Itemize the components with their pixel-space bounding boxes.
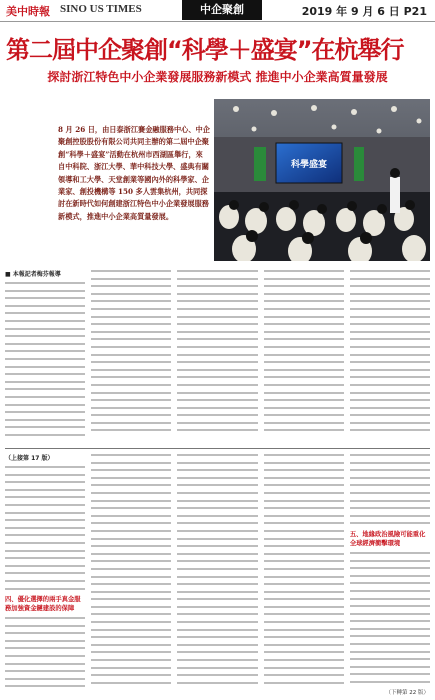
publication-name: SINO US TIMES <box>60 3 142 15</box>
column-5 <box>350 454 430 690</box>
event-photo-image <box>214 99 430 261</box>
text-lines <box>177 270 257 431</box>
text-lines <box>177 454 257 684</box>
masthead <box>0 0 435 22</box>
publication-logo: 美中時報 <box>6 5 50 18</box>
lead-paragraph <box>58 124 210 274</box>
column-3 <box>177 270 257 440</box>
text-lines <box>91 454 171 684</box>
section-4-title: 四、優化選擇的兩手真金服務加強資金鏈建設的保障 <box>5 596 81 613</box>
column-4 <box>264 270 344 440</box>
headline: 第二屆中企聚創“科學＋盛宴”在杭舉行 <box>6 36 404 64</box>
text-lines <box>350 454 430 524</box>
lead-text: 8 月 26 日，由日泰浙江賽金融服務中心、中企聚創控股股份有限公司共同主辦的第二屆中企聚創“科學＋盛宴”活動在杭州市西湖區舉行，來自中科院、浙江大學、華中科技大學、盛典有關領導和工大學、天堂創業等國內外的科學家、企業家、創投機構等 150 多人雲集杭州，共同探討在新時代如何創建浙江特色中小企業發展服務新模式，推進中小企業高質量發展。 <box>58 125 210 221</box>
continued-label: （上接第 17 版） <box>5 455 54 462</box>
text-lines <box>5 282 85 436</box>
text-lines <box>5 466 85 590</box>
column-2 <box>91 270 171 440</box>
subheadline: 探討浙江特色中小企業發展服務新模式 推進中小企業高質量發展 <box>47 70 388 84</box>
continued-footer: （下轉第 22 版） <box>385 690 429 696</box>
column-1 <box>5 270 85 440</box>
section-5-title: 五、地緣政治風險可能重化全球經濟衝擊環境 <box>349 530 426 547</box>
dateline: 2019 年 9 月 6 日 P21 <box>301 5 427 18</box>
text-lines <box>264 270 344 431</box>
column-5 <box>350 270 430 440</box>
byline: ■ 本報記者梅芬報導 <box>5 271 61 278</box>
lower-columns <box>5 454 430 690</box>
text-lines <box>350 552 430 683</box>
section-tab: 中企聚創 <box>182 0 262 20</box>
column-1 <box>5 454 85 690</box>
text-lines <box>264 454 344 684</box>
column-3 <box>177 454 257 690</box>
text-lines <box>5 617 85 687</box>
text-lines <box>350 270 430 431</box>
column-4 <box>264 454 344 690</box>
text-lines <box>91 270 171 431</box>
column-2 <box>91 454 171 690</box>
section-divider <box>5 448 430 449</box>
screen-text: 科學盛宴 <box>290 160 328 170</box>
event-photo <box>214 99 430 261</box>
upper-columns <box>5 270 430 440</box>
